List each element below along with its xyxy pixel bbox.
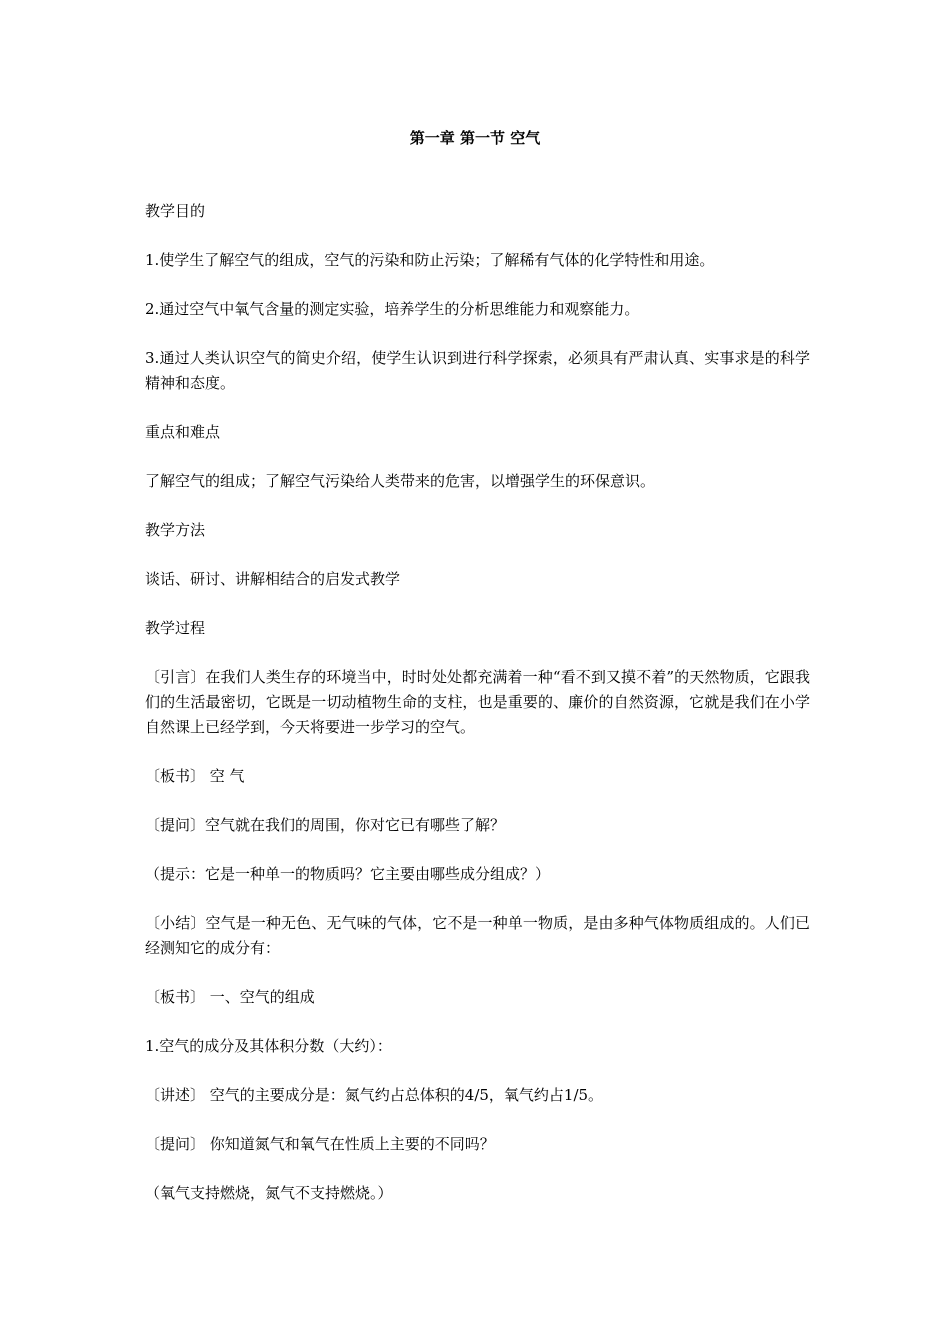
board-note-air: 〔板书〕 空 气 [145,767,245,785]
introduction-paragraph: 〔引言〕在我们人类生存的环境当中，时时处处都充满着一种“看不到又摸不着”的天然物质，它跟我们的生活最密切，它既是一切动植物生命的支柱，也是重要的、廉价的自然资源，它就是我们在小学自然课上已经学到，今天将要进一步学习的空气。 [145,668,810,736]
objective-3: 3.通过人类认识空气的简史介绍，使学生认识到进行科学探索，必须具有严肃认真、实事求是的科学精神和态度。 [145,349,810,392]
document-title: 第一章 第一节 空气 [409,129,541,147]
section-heading-process: 教学过程 [145,619,206,637]
objective-2: 2.通过空气中氧气含量的测定实验，培养学生的分析思维能力和观察能力。 [145,300,640,318]
question-paragraph-2: 〔提问〕 你知道氮气和氧气在性质上主要的不同吗？ [145,1135,495,1153]
section-heading-methods: 教学方法 [145,521,206,539]
methods-text: 谈话、研讨、讲解相结合的启发式教学 [145,570,401,588]
question-paragraph: 〔提问〕空气就在我们的周围，你对它已有哪些了解？ [145,816,506,834]
section-heading-objectives: 教学目的 [145,202,206,220]
section-heading-key-points: 重点和难点 [145,423,221,441]
hint-paragraph: （提示：它是一种单一的物质吗？它主要由哪些成分组成？） [145,865,551,883]
key-points-text: 了解空气的组成；了解空气污染给人类带来的危害，以增强学生的环保意识。 [145,472,656,490]
answer-paragraph: （氧气支持燃烧，氮气不支持燃烧。） [145,1184,393,1202]
objective-1: 1.使学生了解空气的组成，空气的污染和防止污染；了解稀有气体的化学特性和用途。 [145,251,715,269]
board-note-composition: 〔板书〕 一、空气的组成 [145,988,315,1006]
summary-paragraph: 〔小结〕空气是一种无色、无气味的气体，它不是一种单一物质，是由多种气体物质组成的。人们已经测知它的成分有： [145,914,810,957]
composition-item-1: 1.空气的成分及其体积分数（大约）： [145,1037,392,1055]
document-body [145,199,810,1230]
lecture-paragraph: 〔讲述〕 空气的主要成分是：氮气约占总体积的4/5，氧气约占1/5。 [145,1086,604,1104]
